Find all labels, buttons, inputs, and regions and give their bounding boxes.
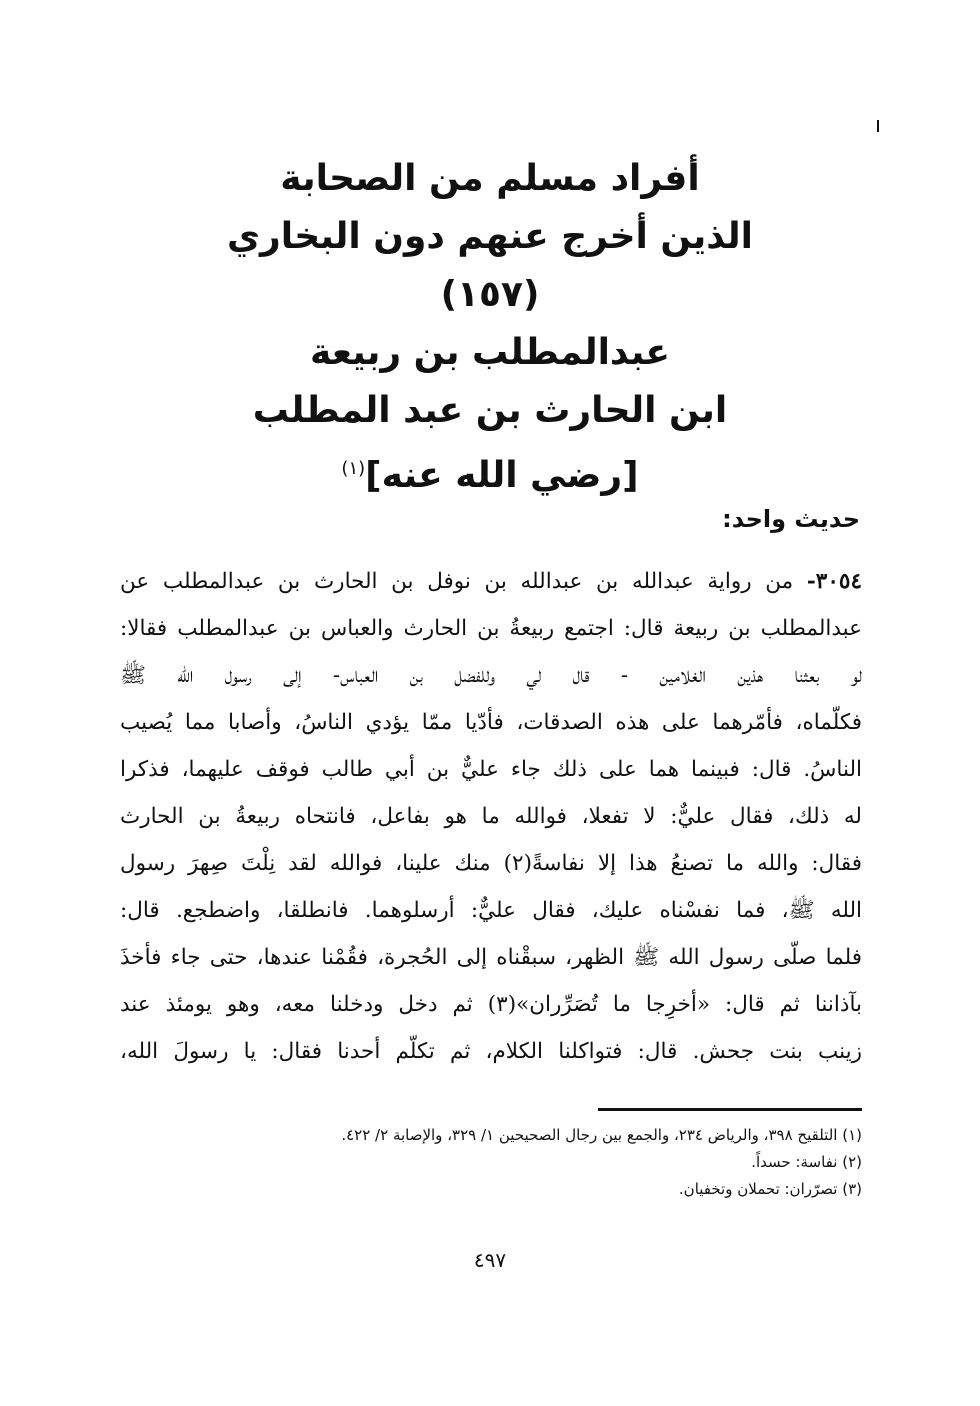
body-line: لو بعثنا هذين الغلامين - قال لي وللفضل بن العباس- إلى رسول الله ﷺ: [120, 663, 862, 688]
header-title-line-2: الذين أخرج عنهم دون البخاري: [227, 216, 753, 257]
body-line: الناسُ. قال: فبينما هما على ذلك جاء عليٌّ بن أبي طالب فوقف عليهما، فذكرا: [120, 757, 862, 782]
body-line: [120, 558, 862, 605]
body-line: فكلّماه، فأمّرهما على هذه الصدقات، فأدّيا ممّا يؤدي الناسُ، وأصابا مما يُصيب: [120, 710, 862, 735]
body-line: له ذلك، فقال عليٌّ: لا تفعلا، فوالله ما هو بفاعل، فانتحاه ربيعةُ بن الحارث: [120, 804, 862, 829]
body-line: فلما صلّى رسول الله ﷺ الظهر، سبقْناه إلى الحُجرة، فقُمْنا عندها، حتى جاء فأخذَ: [120, 945, 862, 970]
footnote-divider: [598, 1108, 862, 1111]
margin-mark: [877, 120, 879, 132]
chapter-header: [140, 150, 840, 498]
footnote-3: (٣) تصرّران: تحملان وتخفيان.: [678, 1180, 862, 1198]
header-companion-lineage: ابن الحارث بن عبد المطلب: [252, 390, 728, 431]
header-title-line-1: أفراد مسلم من الصحابة: [280, 158, 700, 199]
body-line: زينب بنت جحش. قال: فتواكلنا الكلام، ثم تكلّم أحدنا فقال: يا رسولَ الله،: [120, 1039, 862, 1064]
footnotes: [200, 1122, 862, 1203]
footnote-1: (١) التلقيح ٣٩٨، والرياض ٢٣٤، والجمع بين رجال الصحيحين ١/ ٣٢٩، والإصابة ٢/ ٤٢٢.: [341, 1126, 862, 1144]
body-line: فقال: والله ما تصنعُ هذا إلا نفاسةً(٢) منك علينا، فوالله لقد نِلْتَ صِهرَ رسول: [120, 851, 862, 876]
header-companion-name: عبدالمطلب بن ربيعة: [309, 332, 671, 373]
section-label: حديث واحد:: [722, 505, 860, 533]
header-chapter-number: (١٥٧): [440, 274, 540, 315]
body-line: عبدالمطلب بن ربيعة قال: اجتمع ربيعةُ بن الحارث والعباس بن عبدالمطلب فقالا:: [120, 616, 862, 641]
footnote-ref-1: (١): [341, 458, 366, 479]
body-line: بآذاننا ثم قال: «أخرِجا ما تُصَرِّران»(٣) ثم دخل ودخلنا معه، وهو يومئذ عند: [120, 992, 862, 1017]
body-line: الله ﷺ، فما نفسْناه عليك، فقال عليٌّ: أرسلوهما. فانطلقا، واضطجع. قال:: [120, 898, 862, 923]
body-line-text: من رواية عبدالله بن عبدالله بن نوفل بن الحارث بن عبدالمطلب عن: [120, 569, 794, 594]
hadith-number: ٣٠٥٤-: [806, 569, 862, 594]
header-honorific: [140, 440, 840, 498]
footnote-2: (٢) نفاسة: حسداً.: [751, 1153, 862, 1171]
hadith-body: [120, 558, 862, 1075]
page-number: ٤٩٧: [473, 1248, 507, 1272]
honorific-text: [رضي الله عنه]: [365, 455, 639, 496]
